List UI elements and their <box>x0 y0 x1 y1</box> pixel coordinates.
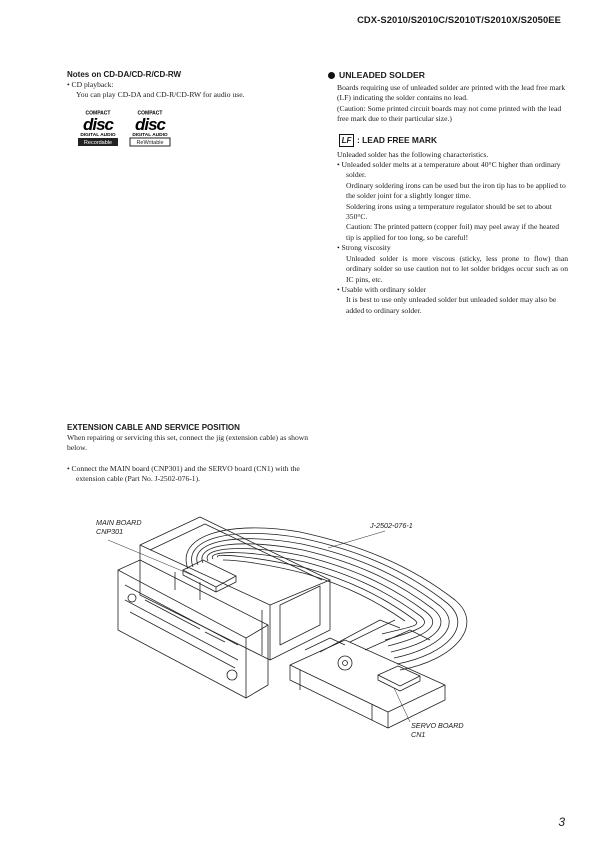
cable-part-label: J-2502-076-1 <box>370 521 413 530</box>
notes-section <box>67 70 317 101</box>
lf-bullet-2: • Strong viscosity <box>337 243 391 253</box>
unleaded-title: UNLEADED SOLDER <box>339 70 425 80</box>
cable-leader <box>328 531 385 548</box>
svg-text:COMPACT: COMPACT <box>85 110 111 117</box>
cd-rewritable-logo <box>129 109 171 152</box>
servo-board-label: SERVO BOARD CN1 <box>411 721 464 739</box>
cd-recordable-logo <box>77 109 119 152</box>
cd-mechanism <box>290 620 445 728</box>
lf-bullet-1c: Caution: The printed pattern (copper foil) may peel away if the heated tip is applied for too long, so be careful! <box>346 222 560 242</box>
svg-text:disc: disc <box>134 115 166 134</box>
front-panel <box>118 560 268 698</box>
extension-cable-diagram <box>100 505 480 740</box>
extension-bullet-1: • Connect the MAIN board (CNP301) and the SERVO board (CN1) with the extension cable (Part No. J-2502-076-1). <box>67 463 300 484</box>
lf-bullet-3: • Usable with ordinary solder <box>337 284 427 294</box>
extension-section <box>67 423 317 485</box>
lf-bullet-2a: Unleaded solder is more viscous (sticky, less prone to flow) than ordinary solder so use caution not to let solder bridges occur such as on IC pins, etc. <box>346 253 568 284</box>
unleaded-p1: Boards requiring use of unleaded solder are printed with the lead free mark (LF) indicating the solder contains no lead. <box>337 83 566 103</box>
extension-p1: When repairing or servicing this set, connect the jig (extension cable) as shown below. <box>67 433 309 453</box>
page-number: 3 <box>558 815 565 829</box>
lead-free-mark-title: : LEAD FREE MARK <box>357 135 438 146</box>
svg-text:disc: disc <box>82 115 114 134</box>
lf-intro: Unleaded solder has the following characteristics. <box>337 149 489 159</box>
lf-bullet-1a: Ordinary soldering irons can be used but the iron tip has to be applied to the solder joint for a slightly longer time. <box>346 180 566 201</box>
notes-line: You can play CD-DA and CD-R/CD-RW for audio use. <box>76 90 245 100</box>
svg-text:Recordable: Recordable <box>83 140 113 147</box>
notes-bullet: • CD playback: <box>67 80 114 89</box>
lead-free-mark-icon: LF <box>339 134 354 147</box>
unleaded-p2: (Caution: Some printed circuit boards may not come printed with the lead free mark due to their particular size.) <box>337 103 562 124</box>
main-board-leader <box>108 540 192 575</box>
notes-title: Notes on CD-DA/CD-R/CD-RW <box>67 70 182 79</box>
main-board-label: MAIN BOARD CNP301 <box>96 518 142 536</box>
lf-bullet-1: • Unleaded solder melts at a temperature about 40°C higher than ordinary solder. <box>337 160 561 180</box>
lf-bullet-3a: It is best to use only unleaded solder but unleaded solder may also be added to ordinary solder. <box>346 295 557 315</box>
svg-text:DIGITAL AUDIO: DIGITAL AUDIO <box>80 133 116 138</box>
svg-text:COMPACT: COMPACT <box>137 110 163 117</box>
unleaded-section <box>328 70 568 316</box>
lf-bullet-1b: Soldering irons using a temperature regulator should be set to about 350°C. <box>346 201 552 222</box>
main-board-connector <box>183 560 236 592</box>
svg-text:DIGITAL AUDIO: DIGITAL AUDIO <box>132 133 168 138</box>
servo-board-connector <box>378 666 420 691</box>
extension-title: EXTENSION CABLE AND SERVICE POSITION <box>67 423 240 432</box>
model-header: CDX-S2010/S2010C/S2010T/S2010X/S2050EE <box>357 14 561 25</box>
bullet-dot-icon <box>328 72 335 79</box>
svg-text:ReWritable: ReWritable <box>136 140 164 147</box>
